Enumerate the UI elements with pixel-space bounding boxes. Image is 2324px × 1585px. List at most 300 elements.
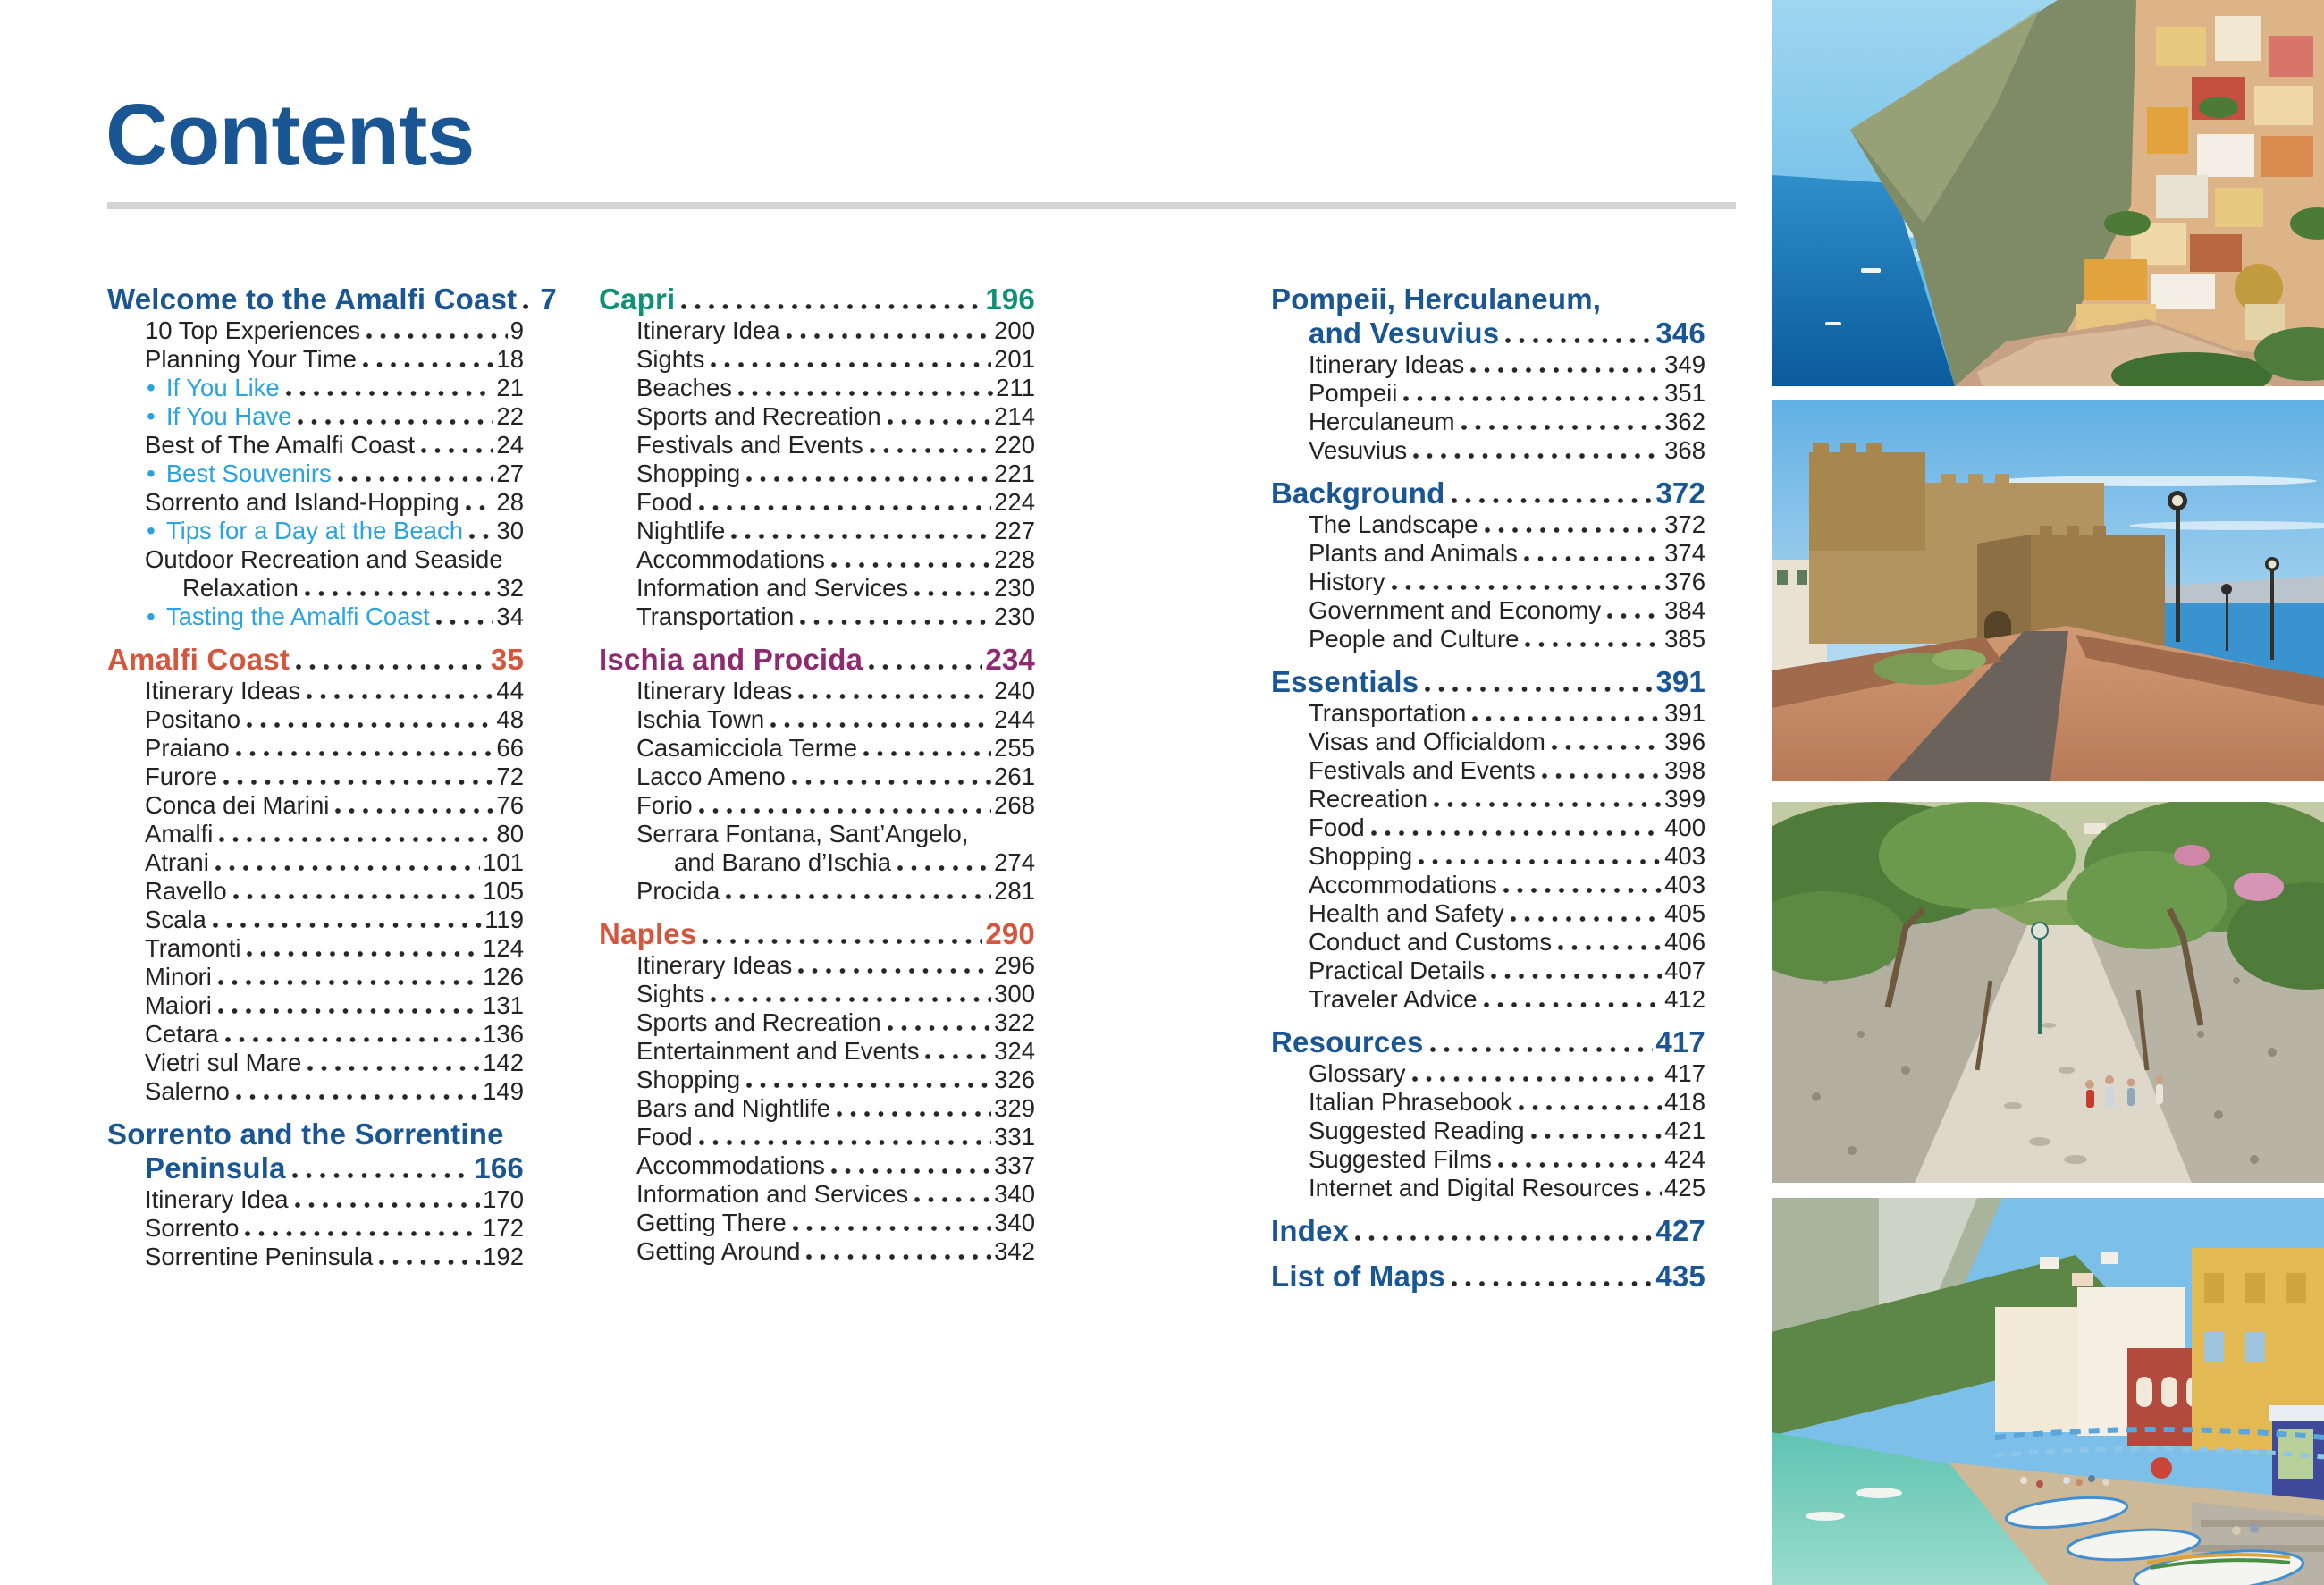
- entry-page: 424: [1664, 1145, 1705, 1173]
- entry-label: Entertainment and Events: [636, 1037, 920, 1065]
- toc-entry: [599, 402, 1035, 431]
- entry-page: 368: [1664, 436, 1705, 464]
- toc-entry: [599, 980, 1035, 1008]
- section-heading: [107, 1151, 524, 1185]
- dot-leader: [1470, 367, 1662, 373]
- toc-entry: [599, 374, 1035, 402]
- section-page: 35: [490, 643, 524, 676]
- entry-page: 274: [994, 848, 1035, 876]
- entry-label: Government and Economy: [1309, 596, 1602, 624]
- section-title: Amalfi Coast: [107, 643, 290, 676]
- toc-section: [1271, 1025, 1705, 1202]
- entry-page: 119: [484, 906, 524, 933]
- section-title: Welcome to the Amalfi Coast: [107, 282, 518, 316]
- section-heading: [107, 643, 524, 677]
- dot-leader: [1425, 687, 1653, 692]
- toc-entry: [107, 1077, 524, 1106]
- dot-leader: [1552, 745, 1662, 750]
- toc-entry: [107, 848, 524, 877]
- bullet-icon: •: [147, 402, 156, 430]
- toc-entry: [1271, 539, 1705, 568]
- entry-label: The Landscape: [1309, 510, 1478, 538]
- entry-page: 340: [994, 1209, 1035, 1236]
- entry-label: Internet and Digital Resources: [1309, 1174, 1639, 1201]
- dot-leader: [1392, 585, 1663, 590]
- dot-leader: [436, 620, 494, 625]
- photo-castel-dell-ovo-promenade: [1772, 400, 2324, 781]
- section-page: 435: [1655, 1260, 1705, 1293]
- toc-entry: [599, 431, 1035, 459]
- section-heading: [599, 643, 1035, 677]
- bullet-icon: •: [147, 374, 156, 401]
- dot-leader: [1503, 888, 1662, 893]
- toc-entry: [1271, 379, 1705, 408]
- toc-entry: [1271, 842, 1705, 871]
- section-heading: [1271, 1260, 1705, 1294]
- entry-page: 326: [994, 1066, 1035, 1093]
- section-page: 196: [985, 282, 1035, 316]
- section-heading: [1271, 316, 1705, 350]
- section-title: Index: [1271, 1214, 1350, 1247]
- section-heading: [1271, 1025, 1705, 1059]
- toc-entry: [107, 963, 524, 991]
- entry-label: Nightlife: [636, 517, 726, 544]
- entry-label: People and Culture: [1309, 625, 1520, 653]
- toc-entry: [1271, 350, 1705, 379]
- entry-page: 340: [994, 1180, 1035, 1208]
- entry-page: 228: [994, 545, 1035, 573]
- dot-leader: [798, 968, 991, 974]
- toc-entry: [1271, 1088, 1705, 1117]
- entry-label: Festivals and Events: [1309, 756, 1536, 784]
- toc-section: [107, 282, 557, 631]
- entry-page: 244: [994, 705, 1035, 733]
- entry-page: 399: [1664, 785, 1705, 813]
- entry-label: Accommodations: [636, 1151, 825, 1179]
- entry-page: 349: [1664, 350, 1705, 378]
- dot-leader: [837, 1111, 991, 1117]
- section-heading: [599, 917, 1035, 951]
- section-title: Sorrento and the Sorrentine: [107, 1117, 504, 1151]
- dot-leader: [869, 664, 982, 670]
- dot-leader: [307, 1066, 480, 1071]
- toc-entry: [107, 991, 524, 1020]
- entry-label: Sights: [636, 345, 705, 373]
- toc-entry: [107, 431, 524, 459]
- entry-page: 362: [1664, 408, 1705, 435]
- dot-leader: [787, 333, 992, 339]
- toc-entry: [599, 545, 1035, 574]
- toc-entry: [599, 877, 1035, 906]
- bullet-icon: •: [147, 603, 156, 630]
- entry-label: Practical Details: [1309, 957, 1486, 984]
- entry-label: Shopping: [636, 1066, 741, 1093]
- toc-entry: [599, 763, 1035, 791]
- entry-label: Forio: [636, 791, 693, 819]
- entry-page: 337: [994, 1151, 1035, 1179]
- entry-page: 214: [994, 402, 1035, 430]
- entry-page: 48: [496, 705, 524, 733]
- entry-page: 268: [994, 791, 1035, 819]
- toc-entry: [107, 345, 524, 374]
- toc-entry: [107, 1243, 524, 1271]
- toc-entry: [599, 1123, 1035, 1151]
- dot-leader: [1434, 802, 1662, 807]
- dot-leader: [897, 865, 991, 871]
- dot-leader: [746, 1083, 991, 1088]
- section-title: Peninsula: [145, 1151, 286, 1185]
- dot-leader: [711, 362, 991, 367]
- toc-section: [599, 643, 1035, 906]
- entry-label: Conduct and Customs: [1309, 928, 1553, 956]
- entry-page: 24: [496, 431, 524, 459]
- entry-page: 124: [483, 934, 524, 962]
- dot-leader: [746, 476, 991, 482]
- entry-label: Best Souvenirs: [165, 459, 332, 487]
- toc-entry: [1271, 568, 1705, 596]
- entry-label: Itinerary Ideas: [636, 677, 793, 704]
- toc-column-1: [107, 282, 557, 1271]
- entry-label: Transportation: [636, 603, 795, 630]
- entry-page: 192: [483, 1243, 524, 1270]
- entry-page: 18: [496, 345, 524, 373]
- entry-page: 34: [496, 603, 524, 630]
- toc-entry: [1271, 408, 1705, 436]
- dot-leader: [1525, 642, 1662, 647]
- toc-entry: [599, 820, 1035, 848]
- toc-entry: [107, 402, 524, 431]
- entry-page: 230: [994, 603, 1035, 630]
- toc-entry: [107, 677, 524, 705]
- toc-entry: [1271, 785, 1705, 814]
- entry-label: If You Have: [165, 402, 292, 430]
- section-page: 7: [540, 282, 557, 316]
- section-page: 391: [1655, 665, 1705, 698]
- entry-page: 261: [994, 763, 1035, 790]
- entry-label: Tramonti: [145, 934, 241, 962]
- entry-label: Itinerary Ideas: [145, 677, 301, 704]
- toc-entry: [1271, 625, 1705, 653]
- entry-label: Suggested Reading: [1309, 1117, 1525, 1144]
- entry-label: Festivals and Events: [636, 431, 863, 459]
- dot-leader: [286, 391, 494, 396]
- entry-label: Suggested Films: [1309, 1145, 1492, 1173]
- entry-page: 372: [1664, 510, 1705, 538]
- entry-label: Sports and Recreation: [636, 1008, 881, 1036]
- section-title: Ischia and Procida: [599, 643, 863, 676]
- entry-page: 80: [496, 820, 524, 847]
- dot-leader: [247, 951, 480, 957]
- entry-label: Lacco Ameno: [636, 763, 786, 790]
- toc-entry: [107, 705, 524, 734]
- entry-label: Atrani: [145, 848, 209, 876]
- entry-page: 406: [1664, 928, 1705, 956]
- dot-leader: [1607, 613, 1662, 619]
- dot-leader: [914, 591, 991, 596]
- section-page: 372: [1655, 476, 1705, 510]
- entry-page: 101: [483, 848, 524, 876]
- toc-entry: [599, 1151, 1035, 1180]
- dot-leader: [699, 505, 991, 510]
- entry-label: Getting There: [636, 1209, 787, 1236]
- entry-page: 142: [483, 1049, 524, 1076]
- entry-page: 220: [994, 431, 1035, 459]
- entry-page: 255: [994, 734, 1035, 762]
- entry-label: Herculaneum: [1309, 408, 1455, 435]
- entry-page: 211: [996, 374, 1035, 401]
- entry-label: Ischia Town: [636, 705, 765, 733]
- dot-leader: [1461, 425, 1663, 430]
- entry-label: Beaches: [636, 374, 733, 401]
- entry-page: 329: [994, 1094, 1035, 1122]
- dot-leader: [236, 1094, 480, 1100]
- entry-page: 417: [1664, 1059, 1705, 1087]
- entry-page: 30: [496, 517, 524, 544]
- dot-leader: [1403, 396, 1662, 401]
- entry-page: 374: [1664, 539, 1705, 567]
- dot-leader: [703, 939, 982, 944]
- toc-entry: [599, 345, 1035, 374]
- toc-entry: [1271, 957, 1705, 985]
- toc-section: [1271, 1260, 1705, 1294]
- dot-leader: [215, 865, 480, 871]
- entry-page: 322: [994, 1008, 1035, 1036]
- entry-page: 240: [994, 677, 1035, 704]
- entry-label: Outdoor Recreation and Seaside: [145, 545, 503, 573]
- entry-page: 131: [483, 991, 524, 1019]
- dot-leader: [914, 1197, 991, 1202]
- dot-leader: [699, 1140, 991, 1145]
- toc-entry: [599, 459, 1035, 488]
- dot-leader: [307, 694, 493, 699]
- entry-page: 66: [496, 734, 524, 762]
- toc-entry: [599, 734, 1035, 763]
- toc-entry: [107, 545, 524, 574]
- section-title: and Vesuvius: [1309, 316, 1500, 350]
- entry-label: Health and Safety: [1309, 899, 1504, 927]
- toc-section: [1271, 476, 1705, 653]
- dot-leader: [731, 534, 991, 539]
- dot-leader: [1371, 830, 1662, 836]
- toc-section: [599, 282, 1035, 631]
- entry-label: Sorrentine Peninsula: [145, 1243, 374, 1270]
- dot-leader: [831, 562, 991, 568]
- dot-leader: [1484, 1002, 1663, 1007]
- entry-label: and Barano d’Ischia: [674, 848, 892, 876]
- toc-entry: [107, 734, 524, 763]
- section-title: Background: [1271, 476, 1445, 510]
- marina-photo-illustration: [1772, 1198, 2324, 1585]
- toc-entry: [1271, 699, 1705, 728]
- toc-entry: [1271, 1117, 1705, 1145]
- entry-label: Tasting the Amalfi Coast: [165, 603, 430, 630]
- toc-entry: [107, 603, 524, 631]
- positano-photo-illustration: [1772, 0, 2324, 386]
- entry-page: 28: [496, 488, 524, 516]
- entry-page: 403: [1664, 842, 1705, 870]
- dot-leader: [233, 894, 480, 899]
- entry-label: Itinerary Ideas: [636, 951, 793, 979]
- section-page: 427: [1655, 1214, 1705, 1247]
- entry-page: 22: [496, 402, 524, 430]
- entry-label: Pompeii: [1309, 379, 1398, 407]
- entry-label: Relaxation: [182, 574, 299, 602]
- entry-page: 407: [1664, 957, 1705, 984]
- entry-label: Accommodations: [636, 545, 825, 573]
- entry-label: Visas and Officialdom: [1309, 728, 1545, 755]
- toc-section: [107, 643, 524, 1106]
- entry-label: Furore: [145, 763, 217, 790]
- entry-page: 170: [483, 1185, 524, 1213]
- castle-photo-illustration: [1772, 400, 2324, 781]
- toc-entry: [599, 603, 1035, 631]
- entry-label: Sights: [636, 980, 705, 1007]
- dot-leader: [792, 780, 991, 785]
- dot-leader: [1646, 1191, 1662, 1196]
- entry-label: Food: [636, 488, 693, 516]
- entry-label: Getting Around: [636, 1237, 801, 1265]
- dot-leader: [1355, 1235, 1653, 1241]
- dot-leader: [681, 304, 982, 309]
- toc-entry: [1271, 1059, 1705, 1088]
- entry-page: 331: [994, 1123, 1035, 1151]
- toc-column-3: [1271, 282, 1705, 1294]
- dot-leader: [738, 391, 993, 396]
- entry-page: 44: [496, 677, 524, 704]
- toc-entry: [107, 574, 524, 603]
- entry-page: 351: [1664, 379, 1705, 407]
- toc-entry: [599, 705, 1035, 734]
- dot-leader: [225, 1037, 481, 1042]
- entry-label: Positano: [145, 705, 241, 733]
- toc-entry: [1271, 510, 1705, 539]
- entry-page: 27: [496, 459, 524, 487]
- dot-leader: [295, 1202, 481, 1208]
- entry-label: Ravello: [145, 877, 227, 905]
- toc-entry: [1271, 1145, 1705, 1174]
- entry-page: 105: [483, 877, 524, 905]
- entry-label: Transportation: [1309, 699, 1467, 727]
- entry-label: Glossary: [1309, 1059, 1406, 1087]
- page-title: Contents: [105, 86, 475, 183]
- entry-page: 385: [1664, 625, 1705, 653]
- dot-leader: [1511, 916, 1662, 922]
- toc-entry: [599, 848, 1035, 877]
- dot-leader: [726, 894, 991, 899]
- walkway-photo-illustration: [1772, 802, 2324, 1183]
- dot-leader: [1491, 974, 1662, 979]
- entry-page: 418: [1664, 1088, 1705, 1116]
- section-title: Resources: [1271, 1025, 1424, 1058]
- title-divider: [107, 202, 1736, 209]
- entry-page: 9: [509, 316, 524, 344]
- section-heading: [1271, 665, 1705, 699]
- toc-entry: [1271, 814, 1705, 842]
- dot-leader: [245, 1231, 480, 1236]
- entry-label: Amalfi: [145, 820, 214, 847]
- entry-page: 398: [1664, 756, 1705, 784]
- entry-label: Information and Services: [636, 574, 909, 602]
- toc-entry: [599, 1209, 1035, 1237]
- dot-leader: [870, 448, 991, 453]
- dot-leader: [888, 419, 991, 425]
- toc-entry: [599, 488, 1035, 517]
- toc-entry: [599, 1237, 1035, 1266]
- toc-entry: [107, 763, 524, 791]
- entry-page: 224: [994, 488, 1035, 516]
- toc-entry: [599, 1180, 1035, 1209]
- entry-page: 221: [994, 459, 1035, 487]
- dot-leader: [213, 923, 482, 928]
- toc-entry: [1271, 756, 1705, 785]
- toc-entry: [599, 1066, 1035, 1094]
- entry-page: 227: [994, 517, 1035, 544]
- dot-leader: [806, 1254, 991, 1260]
- toc-entry: [599, 791, 1035, 820]
- entry-label: Food: [1309, 814, 1365, 841]
- dot-leader: [1452, 498, 1654, 503]
- toc-entry: [107, 906, 524, 934]
- toc-section: [1271, 282, 1705, 465]
- dot-leader: [1531, 1134, 1663, 1139]
- toc-entry: [107, 459, 524, 488]
- dot-leader: [1413, 453, 1662, 459]
- dot-leader: [296, 664, 488, 670]
- toc-entry: [599, 951, 1035, 980]
- dot-leader: [888, 1025, 991, 1031]
- toc-entry: [599, 517, 1035, 545]
- entry-page: 32: [496, 574, 524, 602]
- entry-label: Accommodations: [1309, 871, 1497, 898]
- toc-entry: [107, 934, 524, 963]
- entry-page: 126: [483, 963, 524, 991]
- section-heading: [1271, 1214, 1705, 1248]
- entry-page: 324: [994, 1037, 1035, 1065]
- toc-entry: [107, 316, 524, 345]
- entry-page: 421: [1664, 1117, 1705, 1144]
- dot-leader: [699, 808, 991, 814]
- dot-leader: [338, 476, 494, 482]
- toc-entry: [1271, 871, 1705, 899]
- section-title: Capri: [599, 282, 676, 316]
- dot-leader: [247, 722, 493, 728]
- entry-label: Procida: [636, 877, 720, 905]
- dot-leader: [466, 505, 494, 510]
- entry-page: 376: [1664, 568, 1705, 595]
- entry-label: Italian Phrasebook: [1309, 1088, 1512, 1116]
- dot-leader: [523, 304, 537, 309]
- entry-label: Casamicciola Terme: [636, 734, 858, 762]
- toc-entry: [107, 791, 524, 820]
- entry-label: Salerno: [145, 1077, 230, 1105]
- entry-page: 391: [1664, 699, 1705, 727]
- entry-page: 342: [994, 1237, 1035, 1265]
- entry-page: 300: [994, 980, 1035, 1007]
- photo-positano-cliffside-village: [1772, 0, 2324, 386]
- entry-page: 21: [496, 374, 524, 401]
- entry-label: If You Like: [165, 374, 280, 401]
- toc-section: [599, 917, 1035, 1266]
- toc-entry: [1271, 728, 1705, 756]
- entry-label: Itinerary Idea: [636, 316, 780, 344]
- toc-entry: [107, 877, 524, 906]
- entry-label: Plants and Animals: [1309, 539, 1518, 567]
- entry-label: Planning Your Time: [145, 345, 357, 373]
- dot-leader: [335, 808, 493, 814]
- entry-page: 136: [483, 1020, 524, 1048]
- toc-section: [1271, 665, 1705, 1014]
- toc-section: [1271, 1214, 1705, 1248]
